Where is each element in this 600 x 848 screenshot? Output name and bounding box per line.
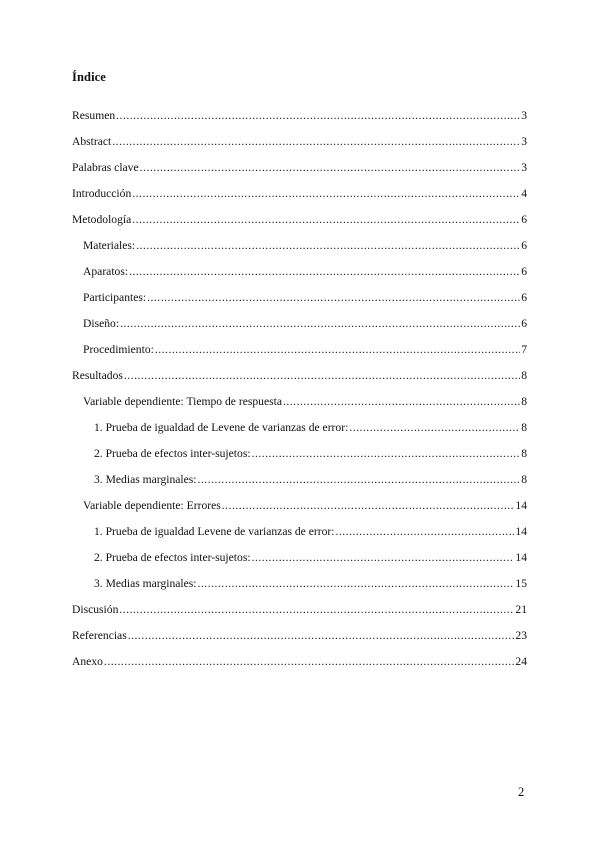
toc-entry-label: Variable dependiente: Tiempo de respuesta <box>83 395 282 408</box>
toc-entry-label: Introducción <box>72 187 132 200</box>
toc-entry-page: 4 <box>521 187 527 200</box>
toc-entry-page: 24 <box>515 655 527 668</box>
toc-entry-inter-sujetos-errores[interactable] <box>0 545 600 571</box>
toc-entry-procedimiento[interactable] <box>0 337 600 363</box>
toc-entry-levene-tiempo[interactable] <box>0 415 600 441</box>
toc-entry-page: 8 <box>521 421 527 434</box>
toc-entry-label: 2. Prueba de efectos inter-sujetos: <box>94 551 251 564</box>
dot-leader <box>124 363 520 389</box>
toc-entry-levene-errores[interactable] <box>0 519 600 545</box>
dot-leader <box>155 337 520 363</box>
dot-leader <box>349 415 520 441</box>
dot-leader <box>128 623 515 649</box>
toc-entry-page: 6 <box>521 317 527 330</box>
toc-entry-page: 8 <box>521 395 527 408</box>
toc-entry-label: 3. Medias marginales: <box>94 473 197 486</box>
toc-entry-label: 1. Prueba de igualdad de Levene de varianzas de error: <box>94 421 349 434</box>
toc-entry-vd-errores[interactable] <box>0 493 600 519</box>
dot-leader <box>252 441 521 467</box>
toc-entry-palabras-clave[interactable] <box>0 155 600 181</box>
toc-entry-label: Metodología <box>72 213 132 226</box>
toc-entry-label: Aparatos: <box>83 265 129 278</box>
toc-entry-medias-tiempo[interactable] <box>0 467 600 493</box>
toc-entry-page: 14 <box>515 525 527 538</box>
toc-entry-page: 7 <box>521 343 527 356</box>
toc-entry-label: 2. Prueba de efectos inter-sujetos: <box>94 447 251 460</box>
toc-entry-label: Participantes: <box>83 291 147 304</box>
dot-leader <box>140 155 521 181</box>
dot-leader <box>198 571 515 597</box>
toc-entry-page: 14 <box>515 551 527 564</box>
toc-entry-label: 3. Medias marginales: <box>94 577 197 590</box>
page-number: 2 <box>518 785 525 799</box>
toc-entry-label: Resumen <box>72 109 116 122</box>
toc-entry-page: 21 <box>515 603 527 616</box>
toc-entry-page: 23 <box>515 629 527 642</box>
toc-entry-label: Materiales: <box>83 239 136 252</box>
dot-leader <box>132 181 520 207</box>
toc-entry-label: Variable dependiente: Errores <box>83 499 221 512</box>
toc-entry-label: Palabras clave <box>72 161 139 174</box>
toc-entry-page: 15 <box>515 577 527 590</box>
toc-entry-vd-tiempo-respuesta[interactable] <box>0 389 600 415</box>
toc-entry-introduccion[interactable] <box>0 181 600 207</box>
dot-leader <box>120 311 520 337</box>
dot-leader <box>198 467 521 493</box>
toc-entry-label: Resultados <box>72 369 123 382</box>
toc-entry-label: Abstract <box>72 135 112 148</box>
toc-entry-label: Referencias <box>72 629 127 642</box>
toc-entry-page: 14 <box>515 499 527 512</box>
toc-entry-resumen[interactable] <box>0 103 600 129</box>
toc-entry-page: 3 <box>521 161 527 174</box>
toc-entry-page: 6 <box>521 239 527 252</box>
dot-leader <box>222 493 515 519</box>
toc-entry-referencias[interactable] <box>0 623 600 649</box>
toc-entry-label: Procedimiento: <box>83 343 154 356</box>
toc-entry-label: Discusión <box>72 603 119 616</box>
toc-entry-page: 8 <box>521 447 527 460</box>
dot-leader <box>147 285 520 311</box>
toc-title: Índice <box>72 70 106 84</box>
toc-entry-participantes[interactable] <box>0 285 600 311</box>
toc-entry-page: 8 <box>521 369 527 382</box>
dot-leader <box>129 259 520 285</box>
toc-entry-materiales[interactable] <box>0 233 600 259</box>
table-of-contents <box>0 103 600 675</box>
toc-entry-page: 6 <box>521 291 527 304</box>
toc-entry-label: Anexo <box>72 655 103 668</box>
toc-entry-resultados[interactable] <box>0 363 600 389</box>
dot-leader <box>116 103 520 129</box>
toc-entry-inter-sujetos-tiempo[interactable] <box>0 441 600 467</box>
toc-entry-page: 6 <box>521 265 527 278</box>
toc-entry-page: 3 <box>521 109 527 122</box>
toc-entry-metodologia[interactable] <box>0 207 600 233</box>
toc-entry-page: 6 <box>521 213 527 226</box>
toc-entry-page: 8 <box>521 473 527 486</box>
toc-entry-aparatos[interactable] <box>0 259 600 285</box>
dot-leader <box>335 519 514 545</box>
toc-entry-diseno[interactable] <box>0 311 600 337</box>
dot-leader <box>104 649 514 675</box>
dot-leader <box>283 389 520 415</box>
dot-leader <box>112 129 520 155</box>
toc-entry-medias-errores[interactable] <box>0 571 600 597</box>
dot-leader <box>136 233 520 259</box>
dot-leader <box>132 207 520 233</box>
dot-leader <box>119 597 514 623</box>
toc-entry-label: 1. Prueba de igualdad Levene de varianzas de error: <box>94 525 335 538</box>
toc-entry-page: 3 <box>521 135 527 148</box>
toc-entry-anexo[interactable] <box>0 649 600 675</box>
toc-entry-discusion[interactable] <box>0 597 600 623</box>
toc-entry-abstract[interactable] <box>0 129 600 155</box>
dot-leader <box>252 545 515 571</box>
toc-entry-label: Diseño: <box>83 317 120 330</box>
